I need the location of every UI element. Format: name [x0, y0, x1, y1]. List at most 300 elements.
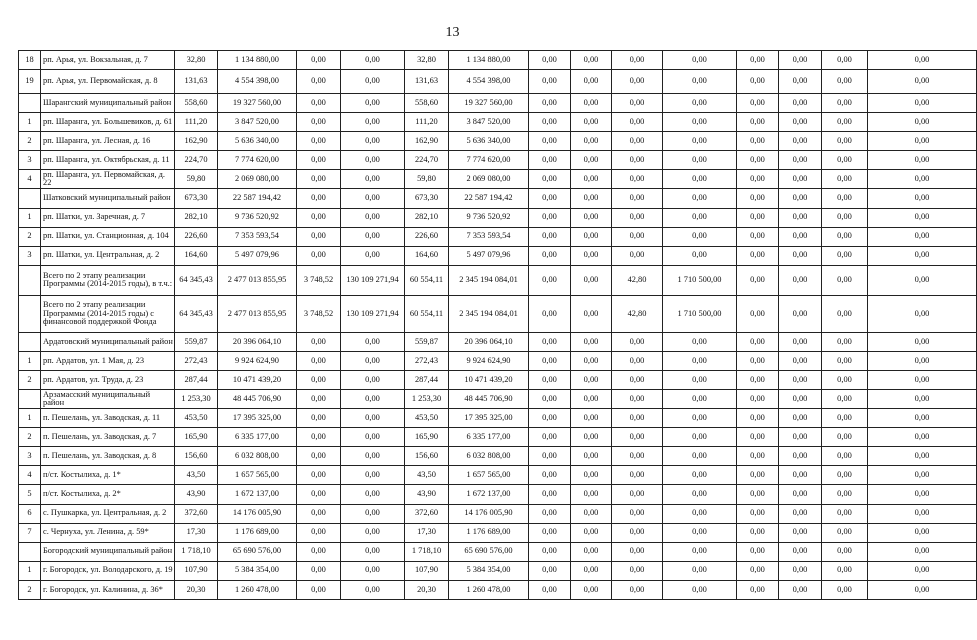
value-cell: 0,00	[297, 580, 341, 599]
value-cell: 0,00	[341, 447, 405, 466]
table-row	[19, 447, 977, 466]
value-cell: 0,00	[868, 189, 977, 208]
value-cell: 0,00	[571, 189, 612, 208]
row-number: 2	[19, 132, 41, 151]
value-cell: 0,00	[571, 246, 612, 265]
row-address: Ардатовский муниципальный район	[41, 332, 175, 351]
value-cell: 0,00	[341, 504, 405, 523]
value-cell: 0,00	[779, 227, 822, 246]
value-cell: 0,00	[663, 208, 737, 227]
value-cell: 22 587 194,42	[449, 189, 529, 208]
value-cell: 131,63	[175, 70, 218, 94]
value-cell: 22 587 194,42	[218, 189, 297, 208]
value-cell: 0,00	[297, 51, 341, 70]
value-cell: 0,00	[663, 70, 737, 94]
table-row	[19, 332, 977, 351]
value-cell: 1 710 500,00	[663, 295, 737, 332]
value-cell: 65 690 576,00	[218, 542, 297, 561]
value-cell: 0,00	[297, 246, 341, 265]
value-cell: 0,00	[868, 428, 977, 447]
value-cell: 0,00	[779, 170, 822, 189]
table-body	[19, 51, 977, 600]
value-cell: 0,00	[341, 561, 405, 580]
value-cell: 0,00	[571, 295, 612, 332]
value-cell: 0,00	[868, 151, 977, 170]
value-cell: 131,63	[405, 70, 449, 94]
value-cell: 0,00	[341, 409, 405, 428]
value-cell: 0,00	[529, 265, 571, 295]
value-cell: 0,00	[612, 170, 663, 189]
value-cell: 0,00	[571, 70, 612, 94]
value-cell: 0,00	[868, 523, 977, 542]
value-cell: 0,00	[737, 295, 779, 332]
value-cell: 0,00	[571, 132, 612, 151]
table-row	[19, 561, 977, 580]
value-cell: 0,00	[663, 485, 737, 504]
value-cell: 272,43	[405, 352, 449, 371]
row-address: Всего по 2 этапу реализации Программы (2014-2015 годы), в т.ч.:	[41, 265, 175, 295]
value-cell: 0,00	[822, 151, 868, 170]
value-cell: 0,00	[529, 208, 571, 227]
row-number: 1	[19, 352, 41, 371]
value-cell: 0,00	[612, 151, 663, 170]
row-address: рп. Шаранга, ул. Лесная, д. 16	[41, 132, 175, 151]
value-cell: 0,00	[779, 504, 822, 523]
value-cell: 64 345,43	[175, 295, 218, 332]
table-row	[19, 51, 977, 70]
value-cell: 0,00	[737, 113, 779, 132]
value-cell: 0,00	[529, 523, 571, 542]
value-cell: 0,00	[663, 332, 737, 351]
value-cell: 0,00	[529, 151, 571, 170]
value-cell: 0,00	[663, 580, 737, 599]
value-cell: 559,87	[175, 332, 218, 351]
value-cell: 107,90	[405, 561, 449, 580]
value-cell: 453,50	[175, 409, 218, 428]
value-cell: 0,00	[297, 94, 341, 113]
value-cell: 0,00	[297, 151, 341, 170]
value-cell: 0,00	[529, 246, 571, 265]
value-cell: 0,00	[612, 189, 663, 208]
value-cell: 1 672 137,00	[449, 485, 529, 504]
row-number	[19, 189, 41, 208]
value-cell: 0,00	[529, 51, 571, 70]
row-address: с. Чернуха, ул. Ленина, д. 59*	[41, 523, 175, 542]
row-address: рп. Арья, ул. Вокзальная, д. 7	[41, 51, 175, 70]
value-cell: 0,00	[663, 170, 737, 189]
value-cell: 0,00	[822, 409, 868, 428]
value-cell: 43,90	[175, 485, 218, 504]
value-cell: 0,00	[737, 151, 779, 170]
value-cell: 372,60	[405, 504, 449, 523]
value-cell: 2 345 194 084,01	[449, 265, 529, 295]
value-cell: 0,00	[571, 580, 612, 599]
value-cell: 2 069 080,00	[449, 170, 529, 189]
value-cell: 453,50	[405, 409, 449, 428]
value-cell: 0,00	[868, 447, 977, 466]
row-address: Шарангский муниципальный район	[41, 94, 175, 113]
value-cell: 1 253,30	[175, 390, 218, 409]
table-row	[19, 113, 977, 132]
value-cell: 32,80	[175, 51, 218, 70]
row-number	[19, 332, 41, 351]
value-cell: 10 471 439,20	[218, 371, 297, 390]
value-cell: 0,00	[571, 523, 612, 542]
value-cell: 0,00	[612, 523, 663, 542]
value-cell: 5 636 340,00	[218, 132, 297, 151]
value-cell: 0,00	[612, 409, 663, 428]
value-cell: 0,00	[341, 132, 405, 151]
value-cell: 372,60	[175, 504, 218, 523]
value-cell: 0,00	[529, 189, 571, 208]
value-cell: 1 657 565,00	[218, 466, 297, 485]
row-number: 3	[19, 151, 41, 170]
value-cell: 6 335 177,00	[218, 428, 297, 447]
value-cell: 0,00	[737, 504, 779, 523]
value-cell: 0,00	[612, 51, 663, 70]
value-cell: 0,00	[529, 352, 571, 371]
value-cell: 130 109 271,94	[341, 265, 405, 295]
value-cell: 3 847 520,00	[218, 113, 297, 132]
value-cell: 0,00	[779, 151, 822, 170]
value-cell: 2 477 013 855,95	[218, 295, 297, 332]
value-cell: 0,00	[529, 132, 571, 151]
value-cell: 0,00	[341, 51, 405, 70]
value-cell: 64 345,43	[175, 265, 218, 295]
value-cell: 0,00	[663, 447, 737, 466]
value-cell: 226,60	[175, 227, 218, 246]
value-cell: 0,00	[571, 227, 612, 246]
value-cell: 0,00	[297, 332, 341, 351]
table-row	[19, 542, 977, 561]
row-number: 3	[19, 447, 41, 466]
value-cell: 1 672 137,00	[218, 485, 297, 504]
value-cell: 0,00	[779, 246, 822, 265]
value-cell: 673,30	[175, 189, 218, 208]
value-cell: 14 176 005,90	[218, 504, 297, 523]
row-address: п. Пешелань, ул. Заводская, д. 8	[41, 447, 175, 466]
table-row	[19, 580, 977, 599]
value-cell: 0,00	[612, 70, 663, 94]
value-cell: 0,00	[571, 208, 612, 227]
value-cell: 0,00	[297, 227, 341, 246]
value-cell: 0,00	[612, 504, 663, 523]
value-cell: 0,00	[571, 332, 612, 351]
table-row	[19, 504, 977, 523]
value-cell: 0,00	[663, 151, 737, 170]
value-cell: 0,00	[779, 94, 822, 113]
value-cell: 0,00	[822, 523, 868, 542]
value-cell: 0,00	[571, 485, 612, 504]
value-cell: 0,00	[868, 51, 977, 70]
value-cell: 0,00	[737, 189, 779, 208]
value-cell: 0,00	[779, 371, 822, 390]
table-row	[19, 208, 977, 227]
value-cell: 0,00	[822, 332, 868, 351]
table-row	[19, 189, 977, 208]
value-cell: 0,00	[868, 371, 977, 390]
value-cell: 0,00	[779, 332, 822, 351]
value-cell: 0,00	[822, 542, 868, 561]
value-cell: 0,00	[663, 561, 737, 580]
value-cell: 0,00	[737, 580, 779, 599]
row-number: 4	[19, 466, 41, 485]
table-row	[19, 295, 977, 332]
value-cell: 0,00	[612, 94, 663, 113]
value-cell: 0,00	[529, 70, 571, 94]
value-cell: 111,20	[405, 113, 449, 132]
value-cell: 0,00	[297, 466, 341, 485]
value-cell: 0,00	[779, 523, 822, 542]
row-address: Богородский муниципальный район	[41, 542, 175, 561]
value-cell: 5 384 354,00	[449, 561, 529, 580]
row-address: рп. Шаранга, ул. Первомайская, д. 22	[41, 170, 175, 189]
value-cell: 0,00	[341, 189, 405, 208]
row-number: 19	[19, 70, 41, 94]
value-cell: 0,00	[612, 246, 663, 265]
row-number: 7	[19, 523, 41, 542]
value-cell: 0,00	[737, 94, 779, 113]
value-cell: 9 736 520,92	[218, 208, 297, 227]
value-cell: 5 636 340,00	[449, 132, 529, 151]
value-cell: 0,00	[737, 371, 779, 390]
value-cell: 0,00	[612, 485, 663, 504]
value-cell: 0,00	[612, 371, 663, 390]
value-cell: 0,00	[822, 246, 868, 265]
row-number: 4	[19, 170, 41, 189]
value-cell: 0,00	[341, 332, 405, 351]
value-cell: 0,00	[779, 485, 822, 504]
value-cell: 0,00	[737, 409, 779, 428]
value-cell: 1 260 478,00	[449, 580, 529, 599]
value-cell: 0,00	[529, 170, 571, 189]
value-cell: 0,00	[868, 227, 977, 246]
value-cell: 0,00	[612, 352, 663, 371]
value-cell: 0,00	[737, 51, 779, 70]
value-cell: 0,00	[341, 390, 405, 409]
row-number: 2	[19, 371, 41, 390]
value-cell: 0,00	[571, 428, 612, 447]
value-cell: 0,00	[571, 51, 612, 70]
value-cell: 0,00	[737, 542, 779, 561]
row-address: п. Пешелань, ул. Заводская, д. 11	[41, 409, 175, 428]
value-cell: 6 032 808,00	[449, 447, 529, 466]
value-cell: 0,00	[341, 94, 405, 113]
row-number	[19, 542, 41, 561]
value-cell: 0,00	[779, 390, 822, 409]
value-cell: 43,50	[175, 466, 218, 485]
value-cell: 0,00	[868, 132, 977, 151]
value-cell: 42,80	[612, 265, 663, 295]
value-cell: 0,00	[868, 485, 977, 504]
value-cell: 0,00	[822, 113, 868, 132]
value-cell: 0,00	[529, 542, 571, 561]
value-cell: 0,00	[571, 409, 612, 428]
value-cell: 0,00	[737, 561, 779, 580]
value-cell: 0,00	[571, 170, 612, 189]
value-cell: 0,00	[822, 371, 868, 390]
value-cell: 0,00	[737, 523, 779, 542]
value-cell: 0,00	[868, 265, 977, 295]
row-number	[19, 94, 41, 113]
value-cell: 0,00	[663, 132, 737, 151]
value-cell: 0,00	[571, 371, 612, 390]
value-cell: 10 471 439,20	[449, 371, 529, 390]
row-number: 18	[19, 51, 41, 70]
value-cell: 162,90	[405, 132, 449, 151]
row-number: 2	[19, 227, 41, 246]
table-row	[19, 70, 977, 94]
value-cell: 0,00	[868, 170, 977, 189]
value-cell: 0,00	[868, 332, 977, 351]
value-cell: 0,00	[612, 332, 663, 351]
row-number: 2	[19, 580, 41, 599]
value-cell: 0,00	[529, 227, 571, 246]
value-cell: 6 335 177,00	[449, 428, 529, 447]
value-cell: 0,00	[822, 466, 868, 485]
value-cell: 0,00	[529, 390, 571, 409]
value-cell: 0,00	[737, 466, 779, 485]
value-cell: 1 253,30	[405, 390, 449, 409]
value-cell: 14 176 005,90	[449, 504, 529, 523]
value-cell: 0,00	[663, 227, 737, 246]
value-cell: 0,00	[529, 409, 571, 428]
value-cell: 165,90	[175, 428, 218, 447]
value-cell: 673,30	[405, 189, 449, 208]
row-address: Шатковский муниципальный район	[41, 189, 175, 208]
value-cell: 156,60	[175, 447, 218, 466]
value-cell: 0,00	[341, 485, 405, 504]
value-cell: 0,00	[571, 561, 612, 580]
row-address: рп. Шатки, ул. Центральная, д. 2	[41, 246, 175, 265]
value-cell: 0,00	[779, 428, 822, 447]
value-cell: 60 554,11	[405, 265, 449, 295]
value-cell: 0,00	[297, 113, 341, 132]
value-cell: 559,87	[405, 332, 449, 351]
value-cell: 0,00	[737, 447, 779, 466]
value-cell: 0,00	[822, 170, 868, 189]
value-cell: 0,00	[341, 523, 405, 542]
value-cell: 0,00	[737, 332, 779, 351]
value-cell: 0,00	[612, 580, 663, 599]
value-cell: 0,00	[737, 352, 779, 371]
value-cell: 0,00	[779, 113, 822, 132]
value-cell: 0,00	[779, 51, 822, 70]
table-row	[19, 227, 977, 246]
value-cell: 0,00	[737, 70, 779, 94]
value-cell: 0,00	[779, 580, 822, 599]
value-cell: 0,00	[571, 447, 612, 466]
row-address: п. Пешелань, ул. Заводская, д. 7	[41, 428, 175, 447]
value-cell: 48 445 706,90	[449, 390, 529, 409]
row-address: рп. Шатки, ул. Заречная, д. 7	[41, 208, 175, 227]
value-cell: 0,00	[822, 295, 868, 332]
value-cell: 9 736 520,92	[449, 208, 529, 227]
value-cell: 226,60	[405, 227, 449, 246]
value-cell: 282,10	[175, 208, 218, 227]
row-number: 1	[19, 561, 41, 580]
value-cell: 7 353 593,54	[218, 227, 297, 246]
value-cell: 0,00	[341, 352, 405, 371]
row-number	[19, 295, 41, 332]
value-cell: 0,00	[341, 371, 405, 390]
value-cell: 0,00	[822, 485, 868, 504]
value-cell: 0,00	[529, 428, 571, 447]
value-cell: 0,00	[868, 246, 977, 265]
value-cell: 17,30	[405, 523, 449, 542]
row-number	[19, 390, 41, 409]
value-cell: 0,00	[612, 561, 663, 580]
value-cell: 5 497 079,96	[218, 246, 297, 265]
table-row	[19, 265, 977, 295]
value-cell: 0,00	[612, 542, 663, 561]
value-cell: 0,00	[822, 227, 868, 246]
value-cell: 0,00	[737, 485, 779, 504]
value-cell: 0,00	[868, 352, 977, 371]
value-cell: 0,00	[663, 352, 737, 371]
value-cell: 7 353 593,54	[449, 227, 529, 246]
value-cell: 0,00	[868, 561, 977, 580]
value-cell: 0,00	[341, 580, 405, 599]
value-cell: 0,00	[663, 504, 737, 523]
value-cell: 0,00	[297, 485, 341, 504]
value-cell: 0,00	[297, 428, 341, 447]
value-cell: 17,30	[175, 523, 218, 542]
value-cell: 1 176 689,00	[449, 523, 529, 542]
value-cell: 0,00	[571, 113, 612, 132]
row-number: 6	[19, 504, 41, 523]
value-cell: 111,20	[175, 113, 218, 132]
value-cell: 20,30	[405, 580, 449, 599]
value-cell: 1 718,10	[405, 542, 449, 561]
value-cell: 0,00	[297, 352, 341, 371]
value-cell: 0,00	[297, 132, 341, 151]
value-cell: 0,00	[779, 295, 822, 332]
row-address: рп. Арья, ул. Первомайская, д. 8	[41, 70, 175, 94]
row-number: 3	[19, 246, 41, 265]
row-number	[19, 265, 41, 295]
value-cell: 0,00	[822, 580, 868, 599]
value-cell: 0,00	[737, 428, 779, 447]
value-cell: 0,00	[297, 390, 341, 409]
value-cell: 48 445 706,90	[218, 390, 297, 409]
value-cell: 59,80	[405, 170, 449, 189]
value-cell: 43,90	[405, 485, 449, 504]
value-cell: 164,60	[175, 246, 218, 265]
value-cell: 0,00	[297, 504, 341, 523]
value-cell: 0,00	[529, 485, 571, 504]
value-cell: 0,00	[612, 447, 663, 466]
value-cell: 558,60	[175, 94, 218, 113]
value-cell: 2 477 013 855,95	[218, 265, 297, 295]
value-cell: 0,00	[663, 390, 737, 409]
value-cell: 9 924 624,90	[449, 352, 529, 371]
value-cell: 0,00	[663, 51, 737, 70]
value-cell: 130 109 271,94	[341, 295, 405, 332]
value-cell: 1 134 880,00	[449, 51, 529, 70]
value-cell: 5 497 079,96	[449, 246, 529, 265]
value-cell: 0,00	[341, 208, 405, 227]
value-cell: 0,00	[822, 208, 868, 227]
value-cell: 0,00	[341, 151, 405, 170]
value-cell: 0,00	[663, 371, 737, 390]
value-cell: 0,00	[297, 409, 341, 428]
value-cell: 0,00	[297, 447, 341, 466]
value-cell: 65 690 576,00	[449, 542, 529, 561]
row-address: Арзамасский муниципальный район	[41, 390, 175, 409]
value-cell: 60 554,11	[405, 295, 449, 332]
value-cell: 0,00	[571, 390, 612, 409]
